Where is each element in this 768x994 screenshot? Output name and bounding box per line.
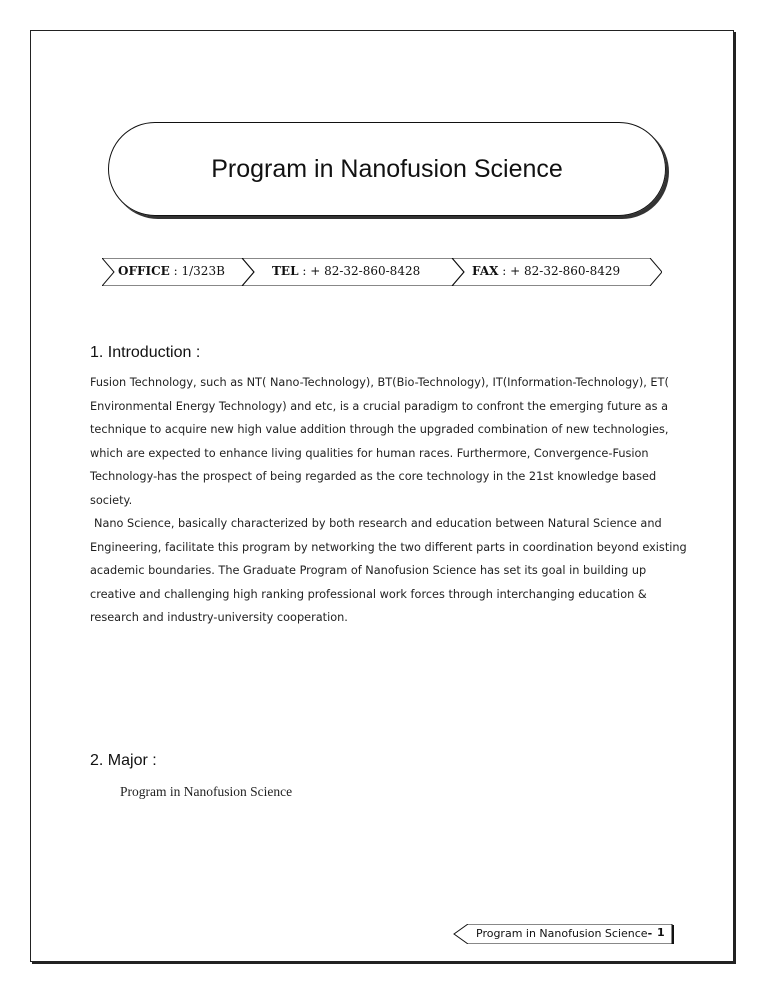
fax-value: : + 82-32-860-8429	[502, 264, 621, 278]
title-banner	[108, 122, 666, 216]
footer-separator: -	[647, 927, 653, 940]
page-footer	[452, 924, 674, 944]
introduction-heading: 1. Introduction :	[90, 344, 201, 361]
footer-label	[476, 927, 652, 940]
page-number: 1	[657, 926, 665, 939]
fax-info	[472, 264, 620, 278]
major-item: Program in Nanofusion Science	[120, 784, 293, 799]
footer-title: Program in Nanofusion Science	[476, 927, 648, 940]
introduction-paragraph-2: Nano Science, basically characterized by both research and education between Natural Science and Engineering, facilitate this program by networking the two different parts in coordination beyond existing academic boundaries. The Graduate Program of Nanofusion Science has set its goal in building up creative and challenging high ranking professional work forces through interchanging education & research and industry-university cooperation.	[90, 517, 687, 624]
tel-label: TEL	[272, 264, 299, 278]
tel-value: : + 82-32-860-8428	[302, 264, 421, 278]
office-value: : 1/323B	[173, 264, 225, 278]
office-info	[118, 264, 225, 278]
office-label: OFFICE	[118, 264, 170, 278]
tel-info	[272, 264, 420, 278]
fax-label: FAX	[472, 264, 499, 278]
contact-bar	[102, 258, 662, 286]
major-heading: 2. Major :	[90, 752, 157, 769]
page-title: Program in Nanofusion Science	[211, 154, 563, 183]
introduction-paragraph-1: Fusion Technology, such as NT( Nano-Technology), BT(Bio-Technology), IT(Information-Technology), ET( Environmental Energy Technology) and etc, is a crucial paradigm to confront the emerging future as a technique to acquire new high value addition through the upgraded combination of new technologies, which are expected to enhance living qualities for human races. Furthermore, Convergence-Fusion Technology-has the prospect of being regarded as the core technology in the 21st knowledge based society.	[90, 376, 669, 507]
